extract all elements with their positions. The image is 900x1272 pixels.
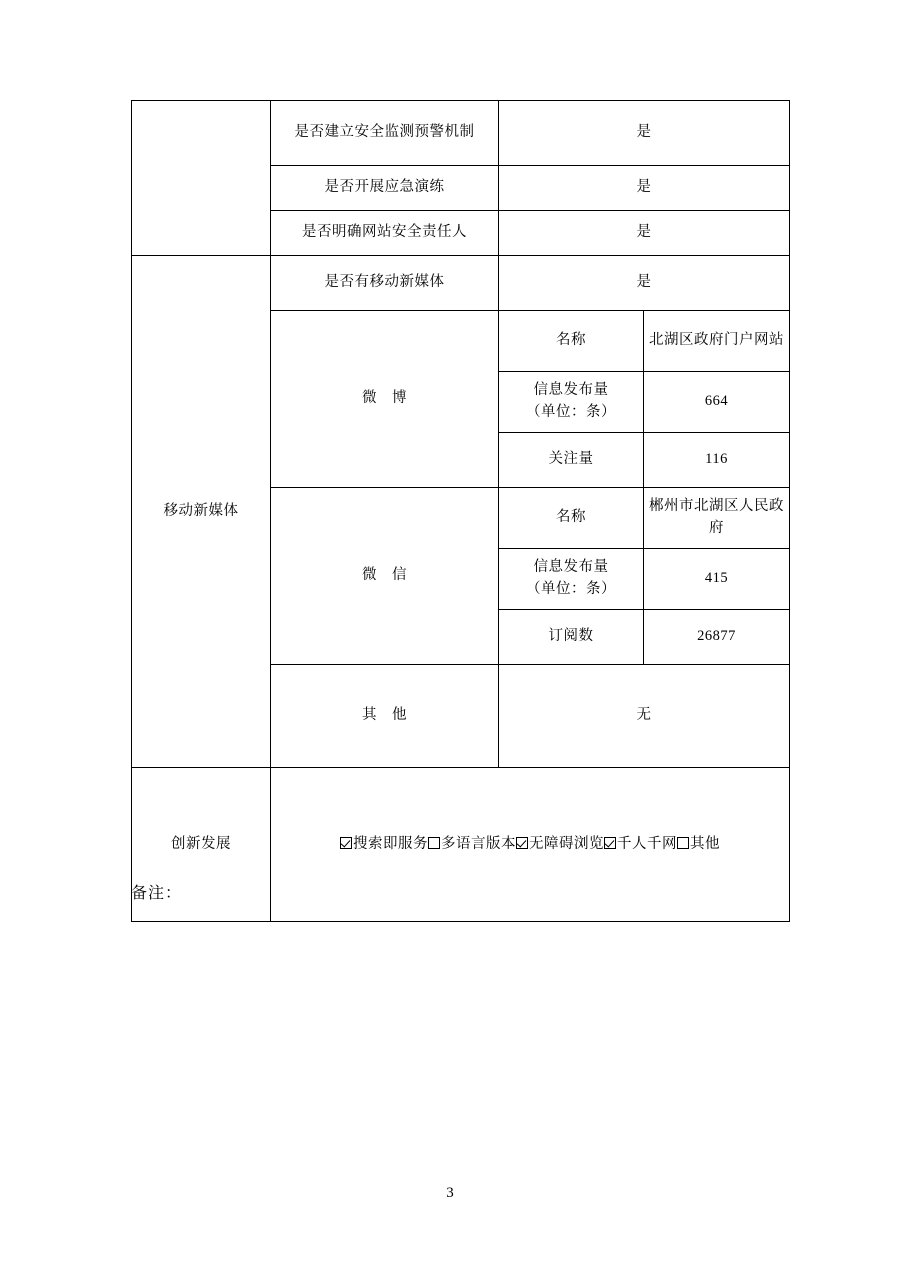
innovation-option-label: 其他 xyxy=(690,835,720,852)
security-owner-value: 是 xyxy=(499,211,790,256)
weibo-publish-count-key-line2: （单位：条） xyxy=(526,404,616,420)
checkbox-unchecked-icon[interactable] xyxy=(677,837,689,849)
has-mobile-media-label: 是否有移动新媒体 xyxy=(271,256,499,311)
innovation-option-search-as-service[interactable] xyxy=(340,834,428,856)
innovation-option-label: 千人千网 xyxy=(617,835,677,852)
weibo-followers-value: 116 xyxy=(644,433,790,488)
weixin-name-value: 郴州市北湖区人民政府 xyxy=(644,488,790,549)
weibo-publish-count-key xyxy=(499,372,644,433)
emergency-drill-label: 是否开展应急演练 xyxy=(271,166,499,211)
weibo-name-key: 名称 xyxy=(499,311,644,372)
innovation-option-other[interactable] xyxy=(677,834,720,856)
weibo-name-value: 北湖区政府门户网站 xyxy=(644,311,790,372)
annual-report-table xyxy=(131,100,790,922)
innovation-option-label: 搜索即服务 xyxy=(353,835,428,852)
innovation-option-label: 无障碍浏览 xyxy=(529,835,604,852)
weixin-publish-count-key-line2: （单位：条） xyxy=(526,581,616,597)
table-row xyxy=(132,256,790,311)
mobile-new-media-section-label: 移动新媒体 xyxy=(132,256,271,768)
table-row xyxy=(132,768,790,922)
page-number: 3 xyxy=(446,1185,454,1201)
security-owner-label: 是否明确网站安全责任人 xyxy=(271,211,499,256)
remark-label: 备注： xyxy=(131,885,183,902)
other-media-value: 无 xyxy=(499,665,790,768)
weibo-publish-count-key-line1: 信息发布量 xyxy=(533,382,609,399)
weixin-label: 微 信 xyxy=(271,488,499,665)
innovation-label: 创新发展 xyxy=(132,768,271,922)
weibo-publish-count-value: 664 xyxy=(644,372,790,433)
innovation-option-label: 多语言版本 xyxy=(441,835,516,852)
weibo-label: 微 博 xyxy=(271,311,499,488)
innovation-options-cell xyxy=(271,768,790,922)
weixin-publish-count-value: 415 xyxy=(644,549,790,610)
security-warning-label: 是否建立安全监测预警机制 xyxy=(271,101,499,166)
weibo-followers-key: 关注量 xyxy=(499,433,644,488)
table-row xyxy=(132,101,790,166)
security-warning-value: 是 xyxy=(499,101,790,166)
checkbox-unchecked-icon[interactable] xyxy=(428,837,440,849)
innovation-option-multilingual[interactable] xyxy=(428,834,516,856)
innovation-option-personalization[interactable] xyxy=(604,834,677,856)
weixin-publish-count-key xyxy=(499,549,644,610)
weixin-subscribers-key: 订阅数 xyxy=(499,610,644,665)
emergency-drill-value: 是 xyxy=(499,166,790,211)
security-section-label-cell xyxy=(132,101,271,256)
checkbox-checked-icon[interactable] xyxy=(340,837,352,849)
checkbox-checked-icon[interactable] xyxy=(604,837,616,849)
checkbox-checked-icon[interactable] xyxy=(516,837,528,849)
other-media-label: 其 他 xyxy=(271,665,499,768)
innovation-checkbox-row xyxy=(274,834,786,856)
weixin-publish-count-key-line1: 信息发布量 xyxy=(533,559,609,576)
has-mobile-media-value: 是 xyxy=(499,256,790,311)
weixin-subscribers-value: 26877 xyxy=(644,610,790,665)
innovation-option-accessibility[interactable] xyxy=(516,834,604,856)
weixin-name-key: 名称 xyxy=(499,488,644,549)
